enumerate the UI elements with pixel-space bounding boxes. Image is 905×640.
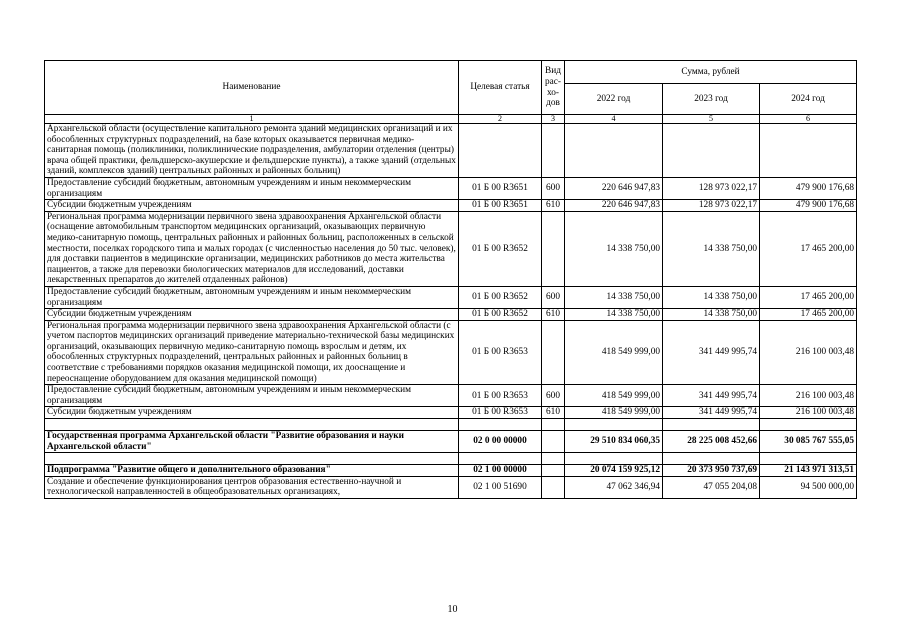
row-name: Подпрограмма "Развитие общего и дополнительного образования" [45,465,459,477]
row-name: Создание и обеспечение функционирования центров образования естественно-научной и технологической направленностей в общеобразовательных организациях, [45,476,459,498]
row-target-article: 02 1 00 51690 [459,476,542,498]
row-name: Субсидии бюджетным учреждениям [45,309,459,321]
empty-cell [760,453,857,465]
table-body [45,124,857,499]
row-target-article: 01 Б 00 R3652 [459,309,542,321]
row-target-article: 01 Б 00 R3651 [459,177,542,199]
table-row [45,476,857,498]
empty-cell [459,419,542,431]
row-sum-2024: 479 900 176,68 [760,177,857,199]
table-row [45,320,857,385]
empty-cell [45,419,459,431]
row-target-article [459,124,542,178]
row-sum-2023: 28 225 008 452,66 [663,431,760,453]
row-sum-2024: 216 100 003,48 [760,385,857,407]
row-sum-2022: 29 510 834 060,35 [565,431,663,453]
header-year-2024: 2024 год [760,84,857,115]
row-sum-2024: 30 085 767 555,05 [760,431,857,453]
row-target-article: 01 Б 00 R3652 [459,211,542,286]
row-expense-type [542,476,565,498]
column-number: 5 [663,115,760,124]
spacer-row [45,453,857,465]
row-name: Предоставление субсидий бюджетным, автономным учреждениям и иным некоммерческим организациям [45,177,459,199]
row-expense-type [542,431,565,453]
row-sum-2022: 14 338 750,00 [565,309,663,321]
page-number: 10 [447,604,458,615]
table-row [45,177,857,199]
row-expense-type [542,124,565,178]
header-sum: Сумма, рублей [565,61,857,84]
table-row [45,211,857,286]
table-row [45,200,857,212]
row-sum-2023: 14 338 750,00 [663,309,760,321]
empty-cell [663,419,760,431]
row-expense-type: 600 [542,177,565,199]
row-expense-type [542,320,565,385]
empty-cell [45,453,459,465]
row-sum-2023: 128 973 022,17 [663,177,760,199]
row-expense-type [542,465,565,477]
empty-cell [565,419,663,431]
table-row [45,465,857,477]
row-expense-type: 600 [542,385,565,407]
row-sum-2022: 418 549 999,00 [565,320,663,385]
row-sum-2023: 128 973 022,17 [663,200,760,212]
row-expense-type: 600 [542,286,565,308]
empty-cell [459,453,542,465]
table-row [45,286,857,308]
row-name: Субсидии бюджетным учреждениям [45,200,459,212]
row-expense-type [542,211,565,286]
row-name: Региональная программа модернизации первичного звена здравоохранения Архангельской области (с учетом паспортов медицинских организаций приведение материально-технической базы медицинских организаций, оказывающих первичную медико-санитарную помощь взрослым и детям, их обособленных структурных подразделений, центральных районных и районных больниц в соответствие с требованиями порядков оказания медицинской помощи, их дооснащение и переоснащение оборудованием для оказания медицинской помощи) [45,320,459,385]
table-row [45,431,857,453]
header-year-2023: 2023 год [663,84,760,115]
row-sum-2024: 17 465 200,00 [760,286,857,308]
row-sum-2024: 216 100 003,48 [760,320,857,385]
empty-cell [565,453,663,465]
row-target-article: 02 1 00 00000 [459,465,542,477]
header-target-article: Целевая статья [459,61,542,115]
column-number: 6 [760,115,857,124]
header-year-2022: 2022 год [565,84,663,115]
row-sum-2023: 341 449 995,74 [663,385,760,407]
row-sum-2024 [760,124,857,178]
table-row [45,385,857,407]
row-expense-type: 610 [542,200,565,212]
row-name: Региональная программа модернизации первичного звена здравоохранения Архангельской области (оснащение автомобильным транспортом медицинских организаций, оказывающих первичную медико-санитарную помощь, центральных районных и районных больниц, расположенных в сельской местности, поселках городского типа и малых городах (с численностью населения до 50 тыс. человек), для доставки пациентов в медицинские организации, медицинских работников до места жительства пациентов, а также для перевозки биологических материалов для исследований, доставки лекарственных препаратов до жителей отдаленных районов) [45,211,459,286]
row-name: Предоставление субсидий бюджетным, автономным учреждениям и иным некоммерческим организациям [45,385,459,407]
row-target-article: 01 Б 00 R3652 [459,286,542,308]
row-sum-2023 [663,124,760,178]
row-expense-type: 610 [542,309,565,321]
row-expense-type: 610 [542,407,565,419]
row-sum-2022: 418 549 999,00 [565,385,663,407]
header-expense-type: Вид рас-хо-дов [542,61,565,115]
row-sum-2023: 14 338 750,00 [663,286,760,308]
row-name: Предоставление субсидий бюджетным, автономным учреждениям и иным некоммерческим организациям [45,286,459,308]
column-number: 4 [565,115,663,124]
row-sum-2022: 20 074 159 925,12 [565,465,663,477]
row-sum-2024: 216 100 003,48 [760,407,857,419]
header-name: Наименование [45,61,459,115]
row-sum-2024: 479 900 176,68 [760,200,857,212]
row-sum-2024: 17 465 200,00 [760,211,857,286]
row-sum-2022: 418 549 999,00 [565,407,663,419]
row-sum-2022: 220 646 947,83 [565,200,663,212]
row-sum-2024: 94 500 000,00 [760,476,857,498]
empty-cell [542,453,565,465]
row-sum-2023: 47 055 204,08 [663,476,760,498]
row-target-article: 01 Б 00 R3653 [459,407,542,419]
row-sum-2024: 21 143 971 313,51 [760,465,857,477]
row-sum-2023: 20 373 950 737,69 [663,465,760,477]
row-name: Архангельской области (осуществление капитального ремонта зданий медицинских организаций и их обособленных структурных подразделений, на базе которых оказывается первичная медико-санитарная помощь (поликлиники, поликлинические подразделения, амбулатории отделения (центры) врача общей практики, фельдшерско-акушерские и фельдшерские пункты), а также зданий (отдельных зданий, комплексов зданий) центральных районных и районных больниц) [45,124,459,178]
row-sum-2022: 47 062 346,94 [565,476,663,498]
row-sum-2022: 14 338 750,00 [565,286,663,308]
empty-cell [663,453,760,465]
row-sum-2023: 14 338 750,00 [663,211,760,286]
row-name: Государственная программа Архангельской области "Развитие образования и науки Архангельской области" [45,431,459,453]
table-row [45,124,857,178]
row-sum-2023: 341 449 995,74 [663,407,760,419]
spacer-row [45,419,857,431]
row-sum-2022 [565,124,663,178]
column-number: 1 [45,115,459,124]
row-target-article: 01 Б 00 R3651 [459,200,542,212]
column-number: 2 [459,115,542,124]
row-name: Субсидии бюджетным учреждениям [45,407,459,419]
budget-table [44,60,857,499]
row-sum-2022: 14 338 750,00 [565,211,663,286]
row-sum-2024: 17 465 200,00 [760,309,857,321]
table-row [45,407,857,419]
empty-cell [760,419,857,431]
column-number: 3 [542,115,565,124]
row-sum-2022: 220 646 947,83 [565,177,663,199]
table-row [45,309,857,321]
row-target-article: 01 Б 00 R3653 [459,320,542,385]
empty-cell [542,419,565,431]
row-target-article: 02 0 00 00000 [459,431,542,453]
row-sum-2023: 341 449 995,74 [663,320,760,385]
row-target-article: 01 Б 00 R3653 [459,385,542,407]
